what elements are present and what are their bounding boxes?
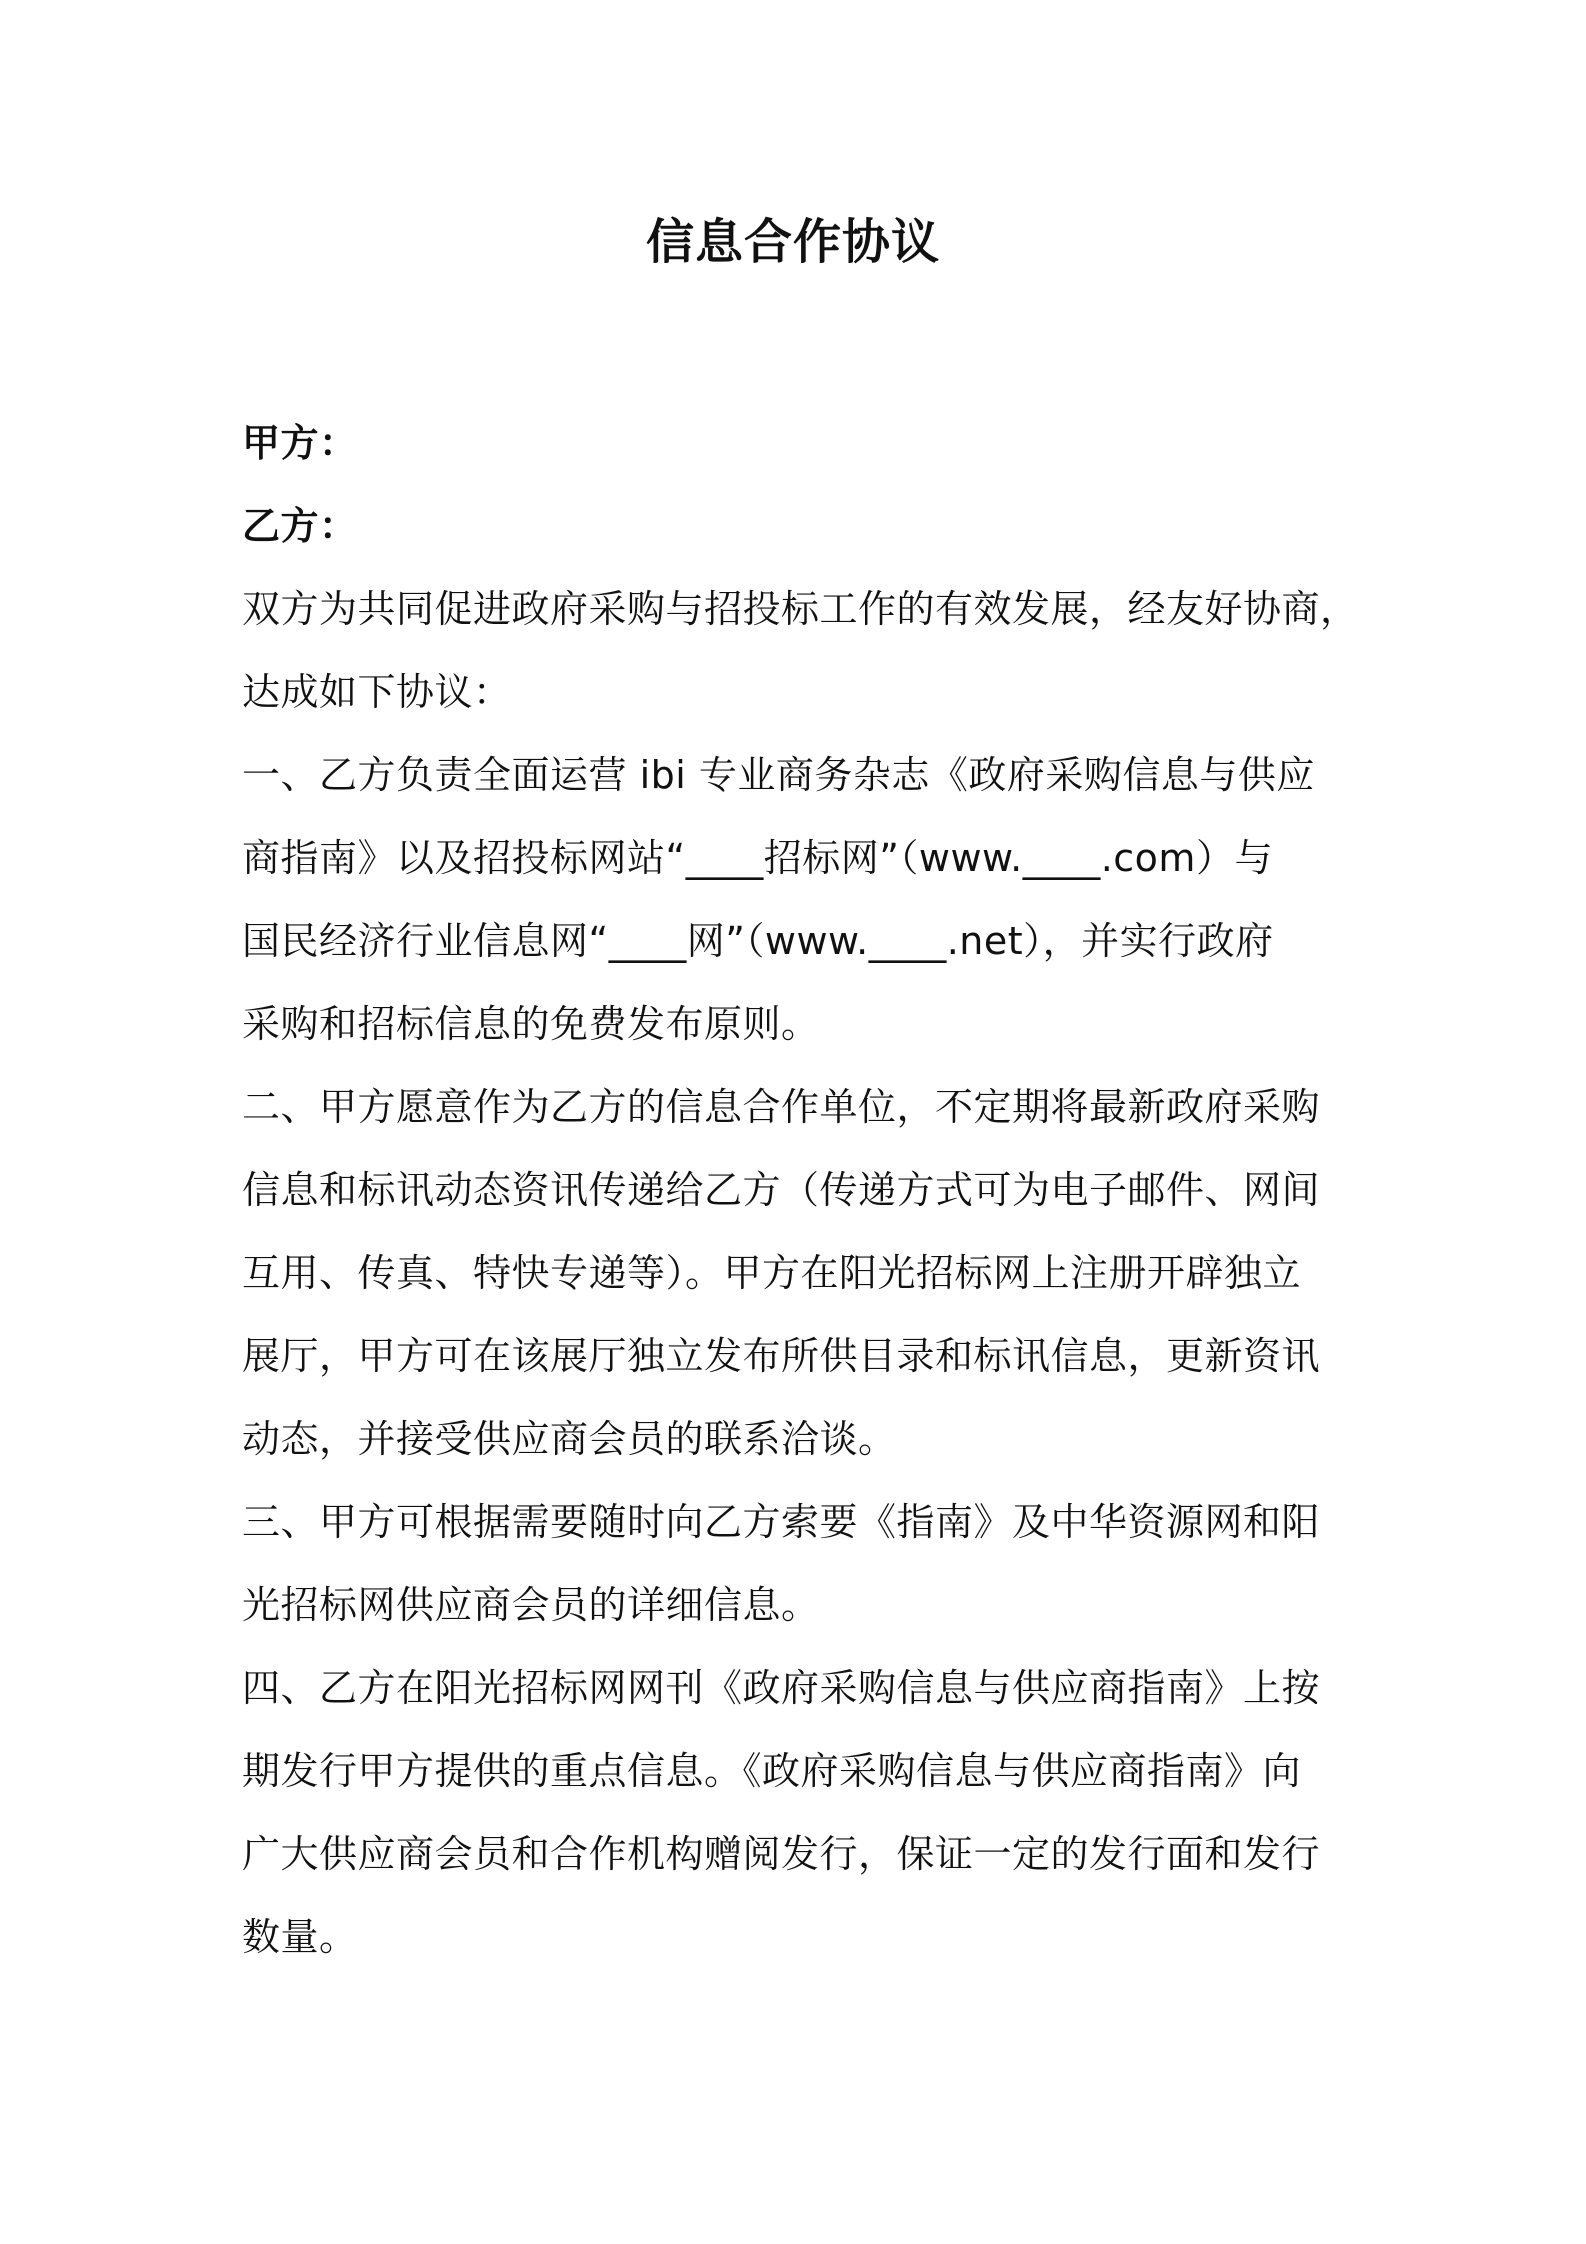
clause-4-line-3: 广大供应商会员和合作机构赠阅发行，保证一定的发行面和发行 <box>242 1832 1321 1876</box>
clause-1-line-1: 一、乙方负责全面运营 ibi 专业商务杂志《政府采购信息与供应 <box>242 753 1315 797</box>
clause-2-line-1: 二、甲方愿意作为乙方的信息合作单位，不定期将最新政府采购 <box>242 1085 1321 1129</box>
clause-4-line-1: 四、乙方在阳光招标网网刊《政府采购信息与供应商指南》上按 <box>242 1666 1321 1710</box>
intro-line-1: 双方为共同促进政府采购与招投标工作的有效发展，经友好协商， <box>242 587 1359 631</box>
clause-3-line-1: 三、甲方可根据需要随时向乙方索要《指南》及中华资源网和阳 <box>242 1500 1321 1544</box>
clause-2-line-2: 信息和标讯动态资讯传递给乙方（传递方式可为电子邮件、网间 <box>242 1168 1321 1212</box>
clause-1-line-2: 商指南》以及招投标网站“____招标网”（www.____.com）与 <box>242 836 1273 880</box>
clause-1-line-3: 国民经济行业信息网“____网”（www.____.net），并实行政府 <box>242 919 1274 963</box>
document-title: 信息合作协议 <box>645 214 940 270</box>
party-b-label: 乙方： <box>242 504 358 548</box>
intro-line-2: 达成如下协议： <box>242 670 512 714</box>
clause-3-line-2: 光招标网供应商会员的详细信息。 <box>242 1583 820 1627</box>
clause-2-line-4: 展厅，甲方可在该展厅独立发布所供目录和标讯信息，更新资讯 <box>242 1334 1321 1378</box>
document-body <box>242 402 1357 1979</box>
clause-1-line-4: 采购和招标信息的免费发布原则。 <box>242 1002 820 1046</box>
clause-2-line-5: 动态，并接受供应商会员的联系洽谈。 <box>242 1417 897 1461</box>
party-a-label: 甲方： <box>242 421 358 465</box>
clause-4-line-2: 期发行甲方提供的重点信息。《政府采购信息与供应商指南》向 <box>242 1749 1302 1793</box>
clause-4-line-4: 数量。 <box>242 1915 358 1959</box>
clause-2-line-3: 互用、传真、特快专递等）。甲方在阳光招标网上注册开辟独立 <box>242 1251 1302 1295</box>
